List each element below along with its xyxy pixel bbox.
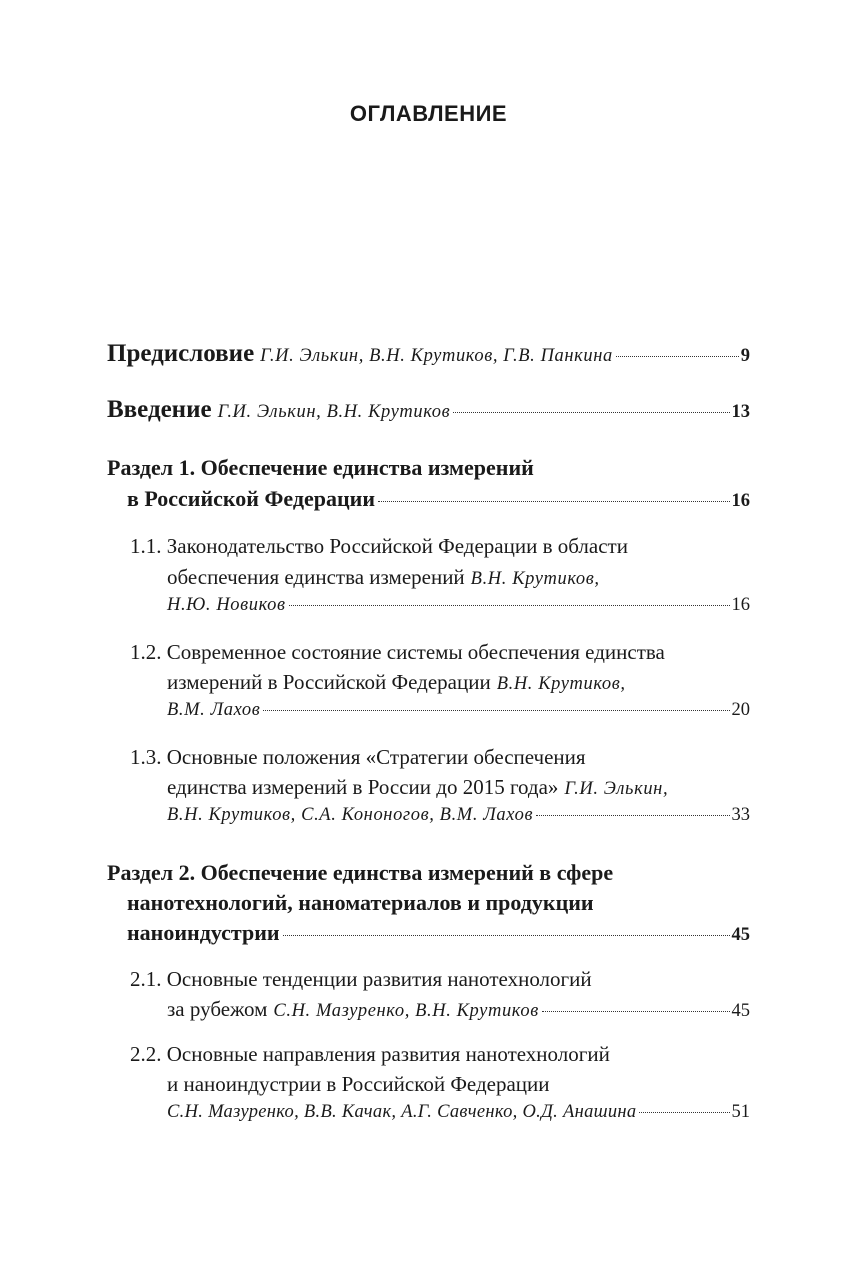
section-title-line: Раздел 2. Обеспечение единства измерений в сфере: [107, 860, 614, 885]
page-number: 45: [731, 925, 750, 945]
toc-entry-2-2-authors[interactable]: [167, 1102, 750, 1123]
toc-entry-2-1-cont[interactable]: [167, 997, 750, 1022]
entry-title: Предисловие: [107, 340, 255, 367]
dot-leader: [453, 412, 729, 413]
dot-leader: [616, 356, 739, 357]
toc-entry-1-1-authors[interactable]: [167, 595, 750, 616]
entry-authors: С.Н. Мазуренко, В.Н. Крутиков: [273, 1001, 539, 1021]
toc-entry-2-2[interactable]: [130, 1042, 750, 1067]
page-number: 16: [731, 595, 750, 615]
entry-authors: Н.Ю. Новиков: [167, 595, 286, 615]
toc-section-2-title-end[interactable]: [127, 920, 750, 946]
toc-section-1-title-cont[interactable]: [127, 486, 750, 512]
entry-authors: Г.И. Элькин,: [564, 779, 669, 799]
toc-section-2-title-cont[interactable]: [127, 890, 750, 916]
entry-title-line: 2.2. Основные направления развития нанотехнологий: [130, 1042, 610, 1066]
entry-title-line: 1.3. Основные положения «Стратегии обеспечения: [130, 745, 586, 769]
page-number: 20: [731, 700, 750, 720]
dot-leader: [378, 501, 729, 502]
toc-entry-1-2-authors[interactable]: [167, 700, 750, 721]
dot-leader: [542, 1011, 730, 1012]
page-number: 13: [731, 402, 750, 422]
entry-title-line: измерений в Российской Федерации: [167, 670, 491, 694]
toc-entry-1-2[interactable]: [130, 640, 750, 665]
dot-leader: [536, 815, 729, 816]
entry-title-line: за рубежом: [167, 997, 268, 1021]
page-number: 33: [731, 805, 750, 825]
toc-entry-2-1[interactable]: [130, 967, 750, 992]
entry-authors: В.Н. Крутиков,: [496, 674, 626, 694]
dot-leader: [639, 1112, 729, 1113]
entry-title-line: 2.1. Основные тенденции развития нанотехнологий: [130, 967, 592, 991]
entry-title: Введение: [107, 396, 212, 423]
entry-title-line: 1.2. Современное состояние системы обеспечения единства: [130, 640, 665, 664]
entry-authors: Г.И. Элькин, В.Н. Крутиков, Г.В. Панкина: [260, 346, 613, 366]
section-title-line: нанотехнологий, наноматериалов и продукции: [127, 890, 594, 915]
dot-leader: [263, 710, 729, 711]
dot-leader: [289, 605, 730, 606]
dot-leader: [283, 935, 730, 936]
section-title-line: Раздел 1. Обеспечение единства измерений: [107, 455, 534, 480]
toc-entry-1-3-authors[interactable]: [167, 805, 750, 826]
toc-entry-intro[interactable]: [107, 396, 750, 424]
toc-entry-1-1[interactable]: [130, 534, 750, 559]
toc-section-2-title[interactable]: [107, 860, 750, 886]
toc-entry-1-3-cont[interactable]: [167, 775, 750, 800]
page-number: 16: [731, 491, 750, 511]
section-title-line: наноиндустрии: [127, 920, 280, 945]
page-number: 9: [740, 346, 750, 366]
entry-authors: Г.И. Элькин, В.Н. Крутиков: [217, 402, 451, 422]
entry-title-line: единства измерений в России до 2015 года»: [167, 775, 559, 799]
entry-authors: В.М. Лахов: [167, 700, 261, 720]
entry-title-line: 1.1. Законодательство Российской Федерации в области: [130, 534, 628, 558]
toc-section-1-title[interactable]: [107, 455, 750, 481]
entry-authors: В.Н. Крутиков,: [470, 569, 600, 589]
page-number: 51: [731, 1102, 750, 1122]
section-title-line: в Российской Федерации: [127, 486, 376, 511]
toc-entry-1-1-cont[interactable]: [167, 565, 750, 590]
toc-entry-preface[interactable]: [107, 340, 750, 368]
page-number: 45: [731, 1001, 750, 1021]
entry-authors: В.Н. Крутиков, С.А. Кононогов, В.М. Лахов: [167, 805, 534, 825]
entry-title-line: обеспечения единства измерений: [167, 565, 465, 589]
entry-title-line: и наноиндустрии в Российской Федерации: [167, 1072, 550, 1096]
entry-authors: С.Н. Мазуренко, В.В. Качак, А.Г. Савченко, О.Д. Анашина: [167, 1102, 637, 1122]
toc-entry-1-3[interactable]: [130, 745, 750, 770]
toc-entry-1-2-cont[interactable]: [167, 670, 750, 695]
page-title: ОГЛАВЛЕНИЕ: [349, 101, 508, 126]
toc-entry-2-2-cont[interactable]: [167, 1072, 750, 1097]
